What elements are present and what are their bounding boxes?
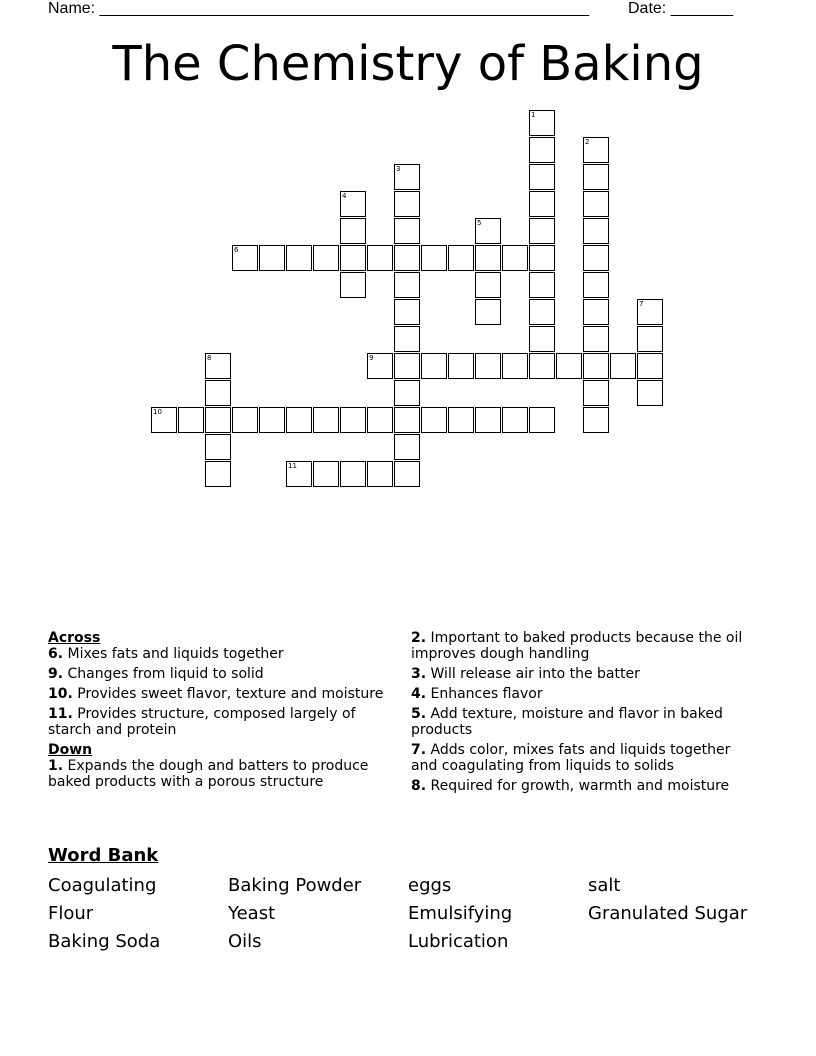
grid-cell[interactable]	[259, 407, 285, 433]
clue-number-label: 2	[585, 138, 590, 146]
grid-cell[interactable]	[367, 407, 393, 433]
clue-item	[411, 686, 761, 702]
clue-number: 6.	[48, 646, 64, 662]
grid-cell[interactable]	[475, 353, 501, 379]
clue-number-label: 7	[639, 300, 644, 308]
grid-cell[interactable]	[610, 353, 636, 379]
grid-cell[interactable]	[205, 434, 231, 460]
clue-text: Add texture, moisture and flavor in baked products	[411, 706, 723, 738]
grid-cell[interactable]	[529, 272, 555, 298]
clue-text: Changes from liquid to solid	[63, 666, 264, 682]
grid-cell[interactable]	[583, 353, 609, 379]
grid-cell[interactable]	[502, 407, 528, 433]
clue-number-label: 3	[396, 165, 401, 173]
grid-cell[interactable]	[232, 407, 258, 433]
clue-text: Adds color, mixes fats and liquids together and coagulating from liquids to solids	[411, 742, 731, 774]
grid-cell[interactable]	[529, 353, 555, 379]
clue-text: Required for growth, warmth and moisture	[426, 778, 730, 794]
grid-cell[interactable]	[583, 272, 609, 298]
grid-cell[interactable]	[475, 407, 501, 433]
clue-number: 3.	[411, 666, 427, 682]
word-bank-item: Granulated Sugar	[588, 903, 748, 924]
clue-text: Expands the dough and batters to produce baked products with a porous structure	[48, 758, 369, 790]
grid-cell[interactable]	[205, 461, 231, 487]
grid-cell[interactable]	[502, 353, 528, 379]
clue-item	[48, 758, 393, 790]
word-bank-item: Emulsifying	[408, 903, 513, 924]
grid-cell[interactable]	[313, 461, 339, 487]
clue-number-label: 9	[369, 354, 374, 362]
grid-cell[interactable]	[529, 137, 555, 163]
clue-item	[48, 666, 393, 682]
grid-cell[interactable]	[529, 407, 555, 433]
clues-left-column	[48, 630, 393, 794]
grid-cell[interactable]	[475, 299, 501, 325]
grid-cell[interactable]	[529, 191, 555, 217]
across-heading: Across	[48, 630, 101, 646]
page-title: The Chemistry of Baking	[112, 36, 704, 92]
grid-cell[interactable]	[367, 461, 393, 487]
grid-cell[interactable]	[475, 245, 501, 271]
clue-item	[411, 706, 761, 738]
grid-cell[interactable]	[178, 407, 204, 433]
clue-number-label: 8	[207, 354, 212, 362]
grid-cell[interactable]	[205, 380, 231, 406]
grid-cell[interactable]	[583, 407, 609, 433]
clue-text: Important to baked products because the oil improves dough handling	[411, 630, 743, 662]
clue-text: Provides structure, composed largely of starch and protein	[48, 706, 356, 738]
grid-cell[interactable]	[475, 272, 501, 298]
clue-text: Provides sweet flavor, texture and moisture	[72, 686, 384, 702]
grid-cell[interactable]	[421, 407, 447, 433]
grid-cell[interactable]	[448, 245, 474, 271]
clue-text: Mixes fats and liquids together	[63, 646, 284, 662]
clue-number: 1.	[48, 758, 64, 774]
word-bank-item: Yeast	[228, 903, 276, 924]
down-clue-list-continued	[411, 630, 761, 794]
clue-number-label: 11	[288, 462, 297, 470]
grid-cell[interactable]	[421, 245, 447, 271]
grid-cell[interactable]	[394, 407, 420, 433]
across-clue-list	[48, 646, 393, 738]
grid-cell[interactable]	[394, 299, 420, 325]
clue-number: 7.	[411, 742, 427, 758]
word-bank-item: Oils	[228, 931, 262, 952]
clue-item	[411, 630, 761, 662]
grid-cell[interactable]	[529, 326, 555, 352]
grid-cell[interactable]	[286, 245, 312, 271]
grid-cell[interactable]	[367, 245, 393, 271]
grid-cell[interactable]	[394, 434, 420, 460]
grid-cell[interactable]	[448, 353, 474, 379]
clue-number: 9.	[48, 666, 64, 682]
grid-cell[interactable]	[313, 245, 339, 271]
grid-cell[interactable]	[529, 299, 555, 325]
clue-number: 5.	[411, 706, 427, 722]
grid-cell[interactable]	[637, 326, 663, 352]
grid-cell[interactable]	[340, 245, 366, 271]
name-field[interactable]: Name: _______________________________________________________	[48, 0, 589, 17]
clue-number: 4.	[411, 686, 427, 702]
clue-item	[48, 646, 393, 662]
clues-right-column	[411, 630, 761, 798]
clue-item	[411, 742, 761, 774]
word-bank-item: Flour	[48, 903, 94, 924]
grid-cell[interactable]	[583, 164, 609, 190]
grid-cell[interactable]	[205, 407, 231, 433]
clue-text: Will release air into the batter	[426, 666, 640, 682]
grid-cell[interactable]	[583, 245, 609, 271]
clue-number-label: 1	[531, 111, 536, 119]
word-bank-item: eggs	[408, 875, 452, 896]
clue-number: 8.	[411, 778, 427, 794]
grid-cell[interactable]	[394, 353, 420, 379]
grid-cell[interactable]	[394, 461, 420, 487]
grid-cell[interactable]	[340, 272, 366, 298]
grid-cell[interactable]	[583, 299, 609, 325]
word-bank-title: Word Bank	[48, 845, 159, 866]
grid-cell[interactable]	[394, 191, 420, 217]
grid-cell[interactable]	[529, 218, 555, 244]
grid-cell[interactable]	[340, 407, 366, 433]
clue-number-label: 10	[153, 408, 162, 416]
grid-cell[interactable]	[502, 245, 528, 271]
clue-number: 2.	[411, 630, 427, 646]
clue-item	[411, 666, 761, 682]
grid-cell[interactable]	[529, 164, 555, 190]
grid-cell[interactable]	[583, 380, 609, 406]
header	[48, 0, 748, 20]
grid-cell[interactable]	[313, 407, 339, 433]
grid-cell[interactable]	[259, 245, 285, 271]
word-bank-item: Baking Soda	[48, 931, 161, 952]
grid-cell[interactable]	[637, 353, 663, 379]
grid-cell[interactable]	[394, 272, 420, 298]
clue-number-label: 6	[234, 246, 239, 254]
grid-cell[interactable]	[583, 191, 609, 217]
word-bank-item: Lubrication	[408, 931, 509, 952]
grid-cell[interactable]	[421, 353, 447, 379]
grid-cell[interactable]	[583, 218, 609, 244]
word-bank-item: Coagulating	[48, 875, 157, 896]
grid-cell[interactable]	[556, 353, 582, 379]
clue-item	[48, 686, 393, 702]
grid-cell[interactable]	[394, 218, 420, 244]
word-bank-item: salt	[588, 875, 621, 896]
grid-cell[interactable]	[340, 461, 366, 487]
grid-cell[interactable]	[394, 326, 420, 352]
grid-cell[interactable]	[583, 326, 609, 352]
grid-cell[interactable]	[637, 380, 663, 406]
clue-number: 10.	[48, 686, 73, 702]
word-bank-item: Baking Powder	[228, 875, 362, 896]
grid-cell[interactable]	[394, 380, 420, 406]
clue-number-label: 5	[477, 219, 482, 227]
clue-number-label: 4	[342, 192, 347, 200]
clue-text: Enhances flavor	[426, 686, 543, 702]
down-clue-list	[48, 758, 393, 790]
clue-number: 11.	[48, 706, 73, 722]
grid-cell[interactable]	[448, 407, 474, 433]
clue-item	[48, 706, 393, 738]
down-heading: Down	[48, 742, 93, 758]
date-field[interactable]: Date: _______	[628, 0, 733, 17]
grid-cell[interactable]	[529, 245, 555, 271]
clue-item	[411, 778, 761, 794]
grid-cell[interactable]	[394, 245, 420, 271]
grid-cell[interactable]	[340, 218, 366, 244]
grid-cell[interactable]	[286, 407, 312, 433]
